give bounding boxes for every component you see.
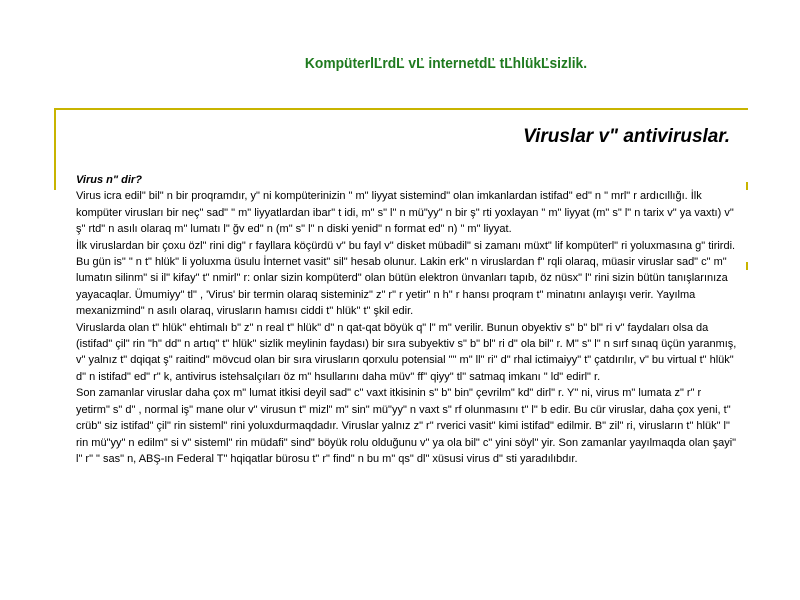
slide-subtitle: Viruslar v" antiviruslar. bbox=[523, 126, 730, 147]
paragraph-2: İlk viruslardan bir çoxu özl" rini dig" r fayllara köçürdü v" bu fayl v" disket mübadil" si zamanı müxt" lif kompüterl" ri yoluxmasına g" tirirdi. Bu gün is" " n t" hlük" li yoluxma üsulu İnternet vasit" sil" hesab olunur. Lakin erk" n viruslardan f" rqli olaraq, müasir viruslar sad" c" m" lumatın silinm" si il" kifay" t" nmirl" r: onlar sizin kompüterd" olan bütün elektron ünvanları tapıb, öz nüsx" l" rini sizin bütün tanışlarınıza yayacaqlar. Ümumiyy" tl" , 'Virus' bir termin olaraq sisteminiz" z" r" r yetir" n h" r hansı proqram t" minatını anlayışı verir. Yayılma mexanizmind" n asılı olaraq, virusların hamısı ciddi t" hlük" t" şkil edir. bbox=[76, 239, 736, 318]
paragraph-3: Viruslarda olan t" hlük" ehtimalı b" z" n real t" hlük" d" n qat-qat böyük q" l" m" verilir. Bunun obyektiv s" b" bl" ri v" faydaları olsa da (istifad" çil" rin "h" dd" n artıq" t" hlük" sizlik meylinin faydası) bir sıra subyektiv s" b" bl" ri d" ola bil" r. M" s" l" n sırf sınaq üçün yaranmış, v" yalnız t" dqiqat ş" raitind" mövcud olan bir sıra virusların qorxulu potensial "" m" ll" ri" d" rhal ictimaiyy" t" çatdırılır, v" bu virtual t" hlük" d" n istifad" ed" r" k, antivirus istehsalçıları öz m" hsullarını daha müv" ff" qiyy" tl" satmaq imkanı " ld" edirl" r. bbox=[76, 321, 737, 383]
right-tick-top bbox=[746, 182, 748, 190]
left-rule bbox=[54, 108, 56, 190]
section-question: Virus n" dir? bbox=[76, 174, 142, 186]
right-tick-bottom bbox=[746, 262, 748, 270]
slide-title: KompüterlĽrdĽ vĽ internetdĽ tĽhlükĽsizlik. bbox=[304, 55, 588, 72]
paragraph-1: Virus icra edil" bil" n bir proqramdır, y" ni kompüterinizin " m" liyyat sistemind" olan imkanlardan istifad" ed" n " mrl" r ardıcıllığı. İlk kompüter virusları bir neç" sad" " m" liyyatlardan ibar" t idi, m" s" l" n mü"yy" n bir ş" rti yoxlayan " m" liyyat (m" s" l" n tarix v" ya vaxtı) v" ş" rtd" n asılı olaraq m" lumatı l" ğv ed" n (m" s" l" n diski yenid" n format ed" n) " m" liyyat. bbox=[76, 190, 734, 236]
top-rule bbox=[54, 108, 748, 110]
body-text bbox=[76, 172, 738, 467]
paragraph-4: Son zamanlar viruslar daha çox m" lumat itkisi deyil sad" c" vaxt itkisinin s" b" bin" çevrilm" kd" dirl" r. Y" ni, virus m" lumata z" r" r yetirm" s" d" , normal iş" mane olur v" virusun t" mizl" m" sin" mü"yy" n vaxt s" rf olunmasını t" l" b edir. Bu cür viruslar, daha çox yeni, t" crüb" siz istifad" çil" rin sisteml" rini yoluxdurmaqdadır. Viruslar yalnız z" r" rverici vasit" kimi istifad" edilmir. B" zil" ri, virusların t" hlük" l" rin mü"yy" n edilm" si v" sisteml" rin müdafi" sind" böyük rolu olduğunu v" ya ola bil" c" yini söyl" yir. Son zamanlar yayılmaqda olan şayi" l" r" " sas" n, ABŞ-ın Federal T" hqiqatlar bürosu t" r" find" n bu m" qs" dl" xüsusi virus d" sti yaradılıbdır. bbox=[76, 387, 737, 465]
